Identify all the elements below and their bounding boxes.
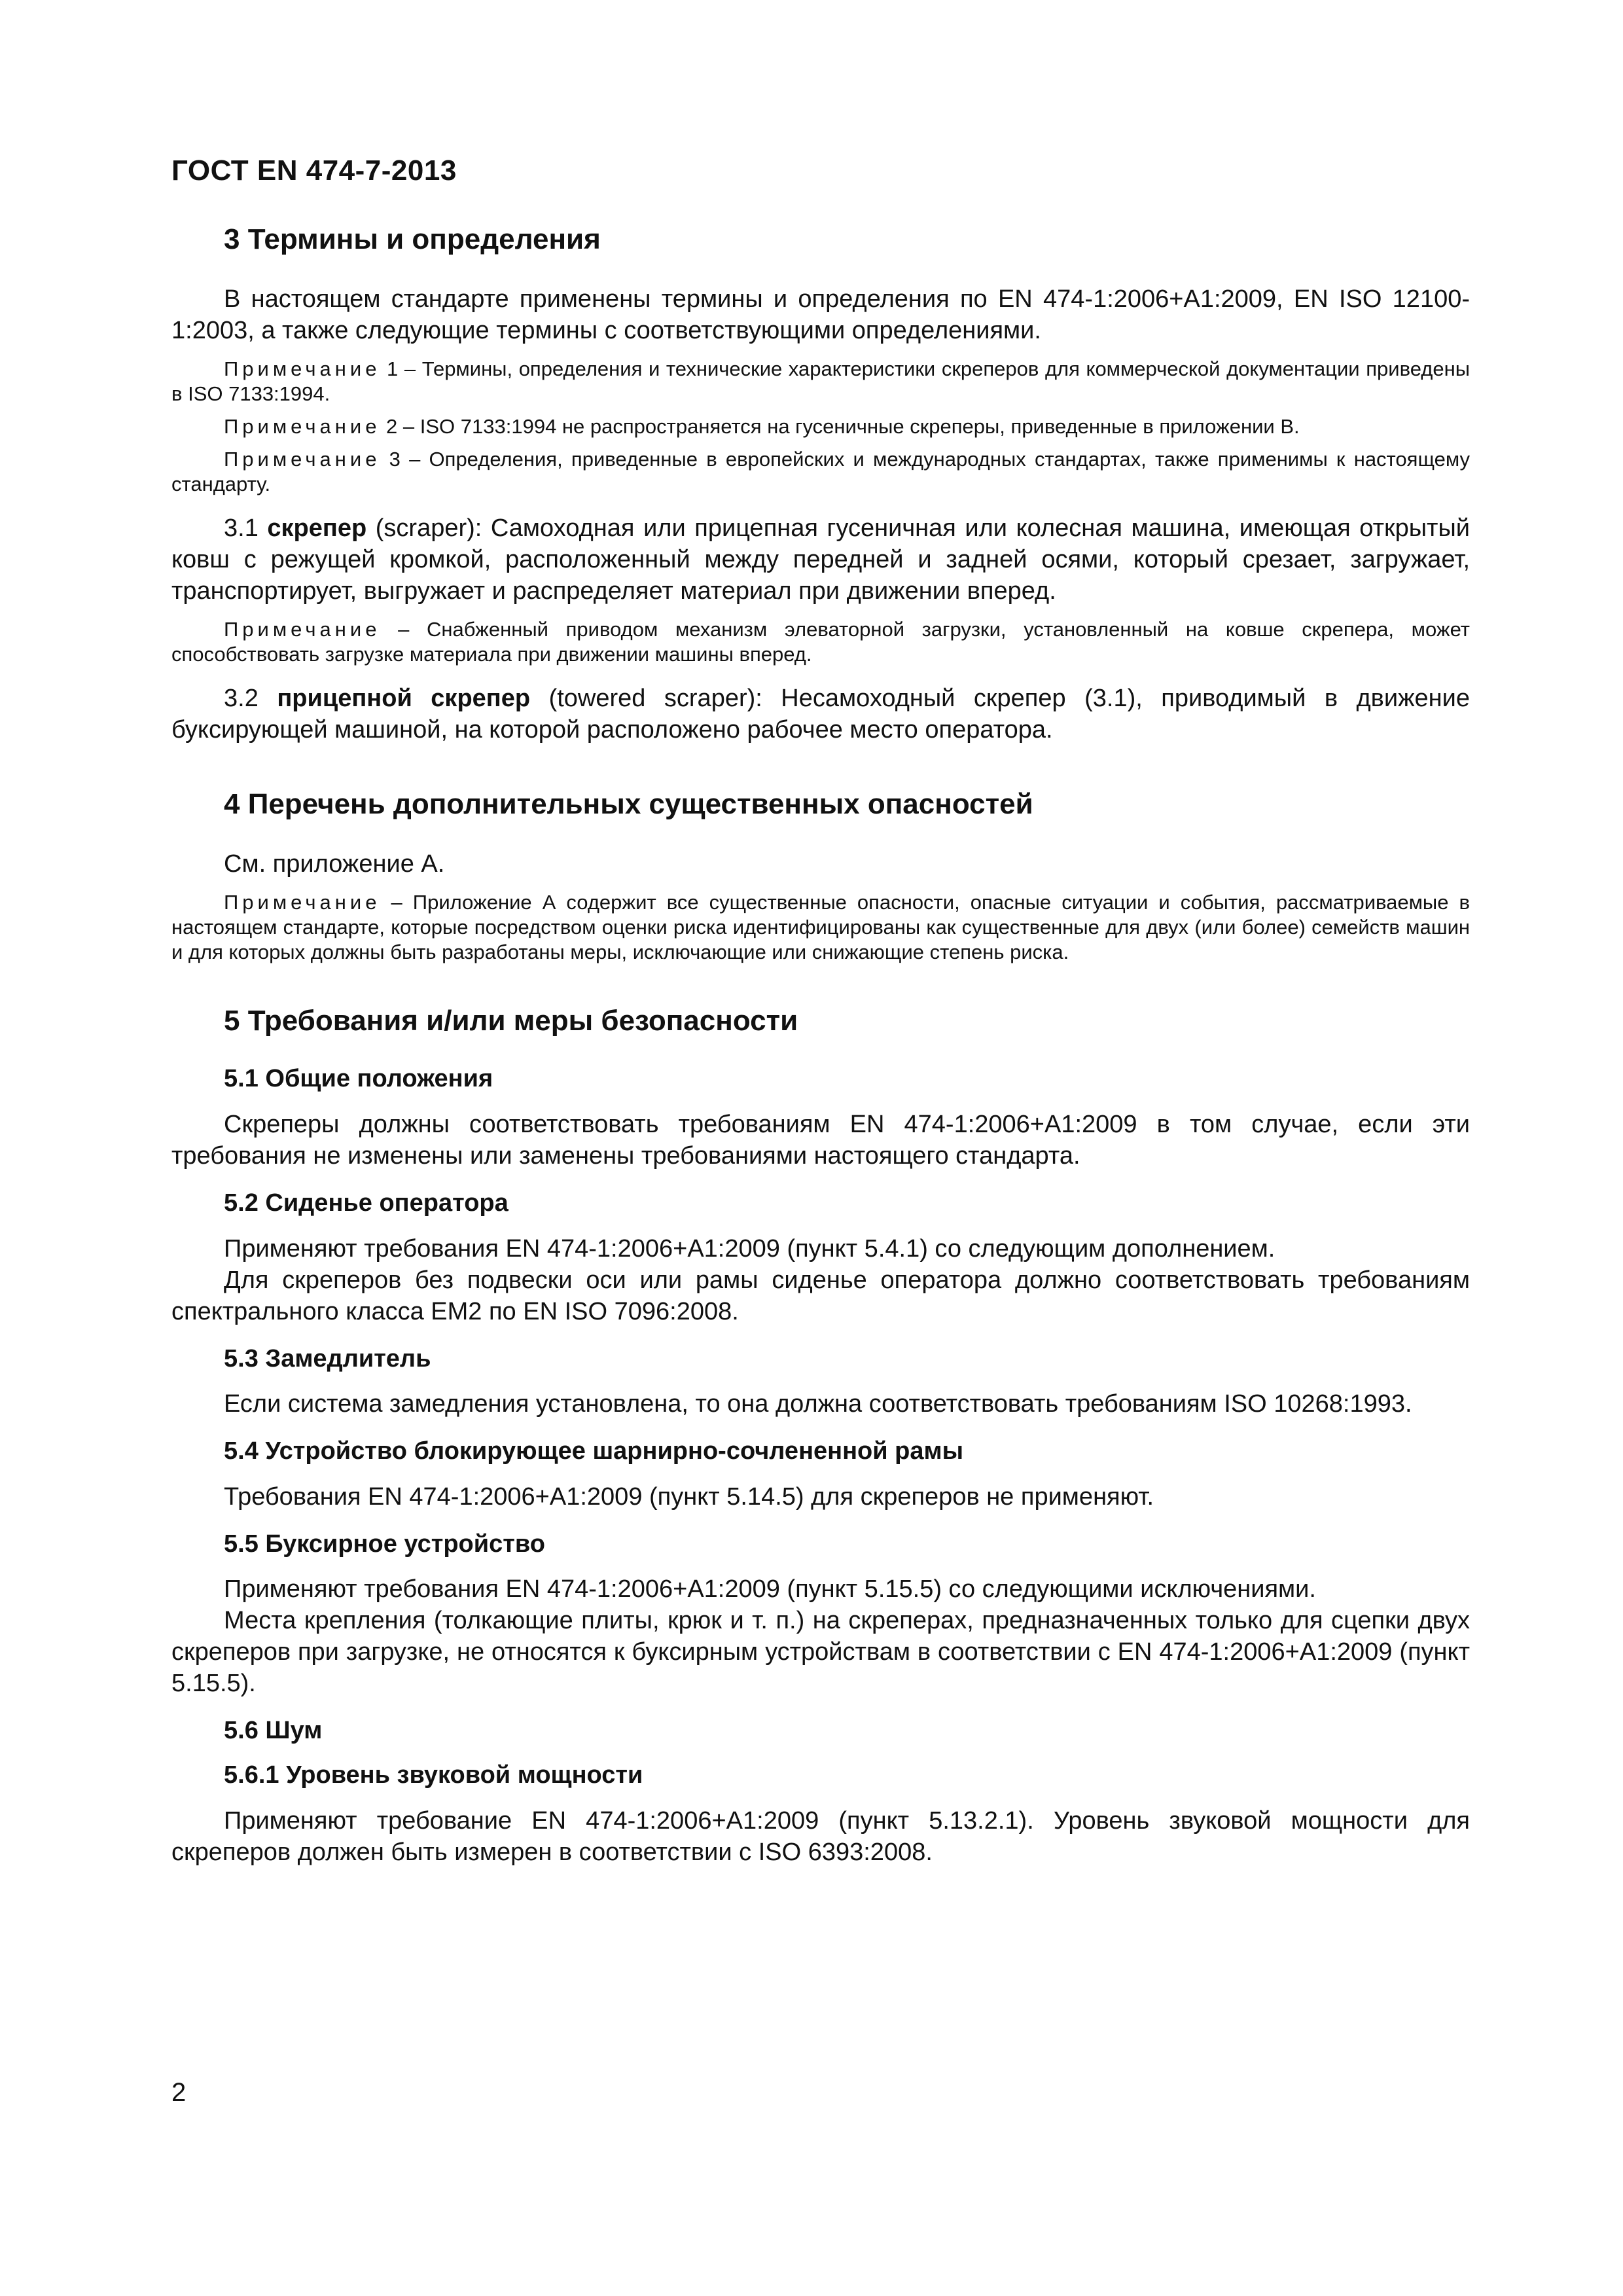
- section-5-4-text: Требования EN 474-1:2006+A1:2009 (пункт 5.14.5) для скреперов не применяют.: [224, 1482, 1154, 1511]
- term-3-1-note: [171, 617, 1470, 667]
- term-definition: (scraper): Самоходная или прицепная гусеничная или колесная машина, имеющая открытый ковш с режущей кромкой, расположенный между передней и задней осями, который срезает, загружает, транспортирует, выгружает и распределяет материал при движении вперед.: [171, 514, 1470, 605]
- note-label: Примечание: [224, 617, 381, 641]
- section-5-2-text-1: Применяют требования EN 474-1:2006+A1:2009 (пункт 5.4.1) со следующим дополнением.: [224, 1234, 1275, 1263]
- term-3-2: [171, 683, 1470, 745]
- note-label: Примечание: [224, 447, 381, 471]
- note-text: – Снабженный приводом механизм элеваторной загрузки, установленный на ковше скрепера, может способствовать загрузке материала при движении машины вперед.: [171, 617, 1470, 666]
- note-label: Примечание: [224, 414, 381, 438]
- section-3-intro: В настоящем стандарте применены термины и определения по EN 474-1:2006+A1:2009, EN ISO 12100-1:2003, а также следующие термины с соответствующими определениями.: [171, 285, 1470, 344]
- section-5-3-title: 5.3 Замедлитель: [224, 1344, 431, 1372]
- note-text: 3 – Определения, приведенные в европейских и международных стандартах, также применимы к настоящему стандарту.: [171, 447, 1470, 495]
- document-code: ГОСТ EN 474-7-2013: [171, 154, 457, 187]
- section-5-6-1-title: 5.6.1 Уровень звуковой мощности: [224, 1761, 643, 1789]
- section-5-5-text-2: Места крепления (толкающие плиты, крюк и т. п.) на скреперах, предназначенных только для сцепки двух скреперов при загрузке, не относятся к буксирным устройствам в соответствии с EN 474-1:2006+A1:2009 (пункт 5.15.5).: [171, 1607, 1470, 1698]
- note-label: Примечание: [224, 357, 381, 380]
- section-5-1-title: 5.1 Общие положения: [224, 1065, 493, 1093]
- section-5-1-text: Скреперы должны соответствовать требованиям EN 474-1:2006+A1:2009 в том случае, если эти требования не изменены или заменены требованиями настоящего стандарта.: [171, 1110, 1470, 1170]
- term-number: 3.1: [224, 514, 268, 542]
- section-4-text: См. приложение А.: [224, 850, 445, 878]
- section-5-2-title: 5.2 Сиденье оператора: [224, 1189, 508, 1217]
- note-text: – Приложение А содержит все существенные опасности, опасные ситуации и события, рассматриваемые в настоящем стандарте, которые посредством оценки риска идентифицированы как существенные для двух (или более) семейств машин и для которых должны быть разработаны меры, исключающие или снижающие степень риска.: [171, 890, 1470, 963]
- page-number: 2: [171, 2078, 187, 2107]
- term-name: скрепер: [267, 514, 367, 542]
- page-content: [171, 223, 1470, 1878]
- section-5-4-title: 5.4 Устройство блокирующее шарнирно-сочлененной рамы: [224, 1437, 964, 1465]
- section-5-6-1-text: Применяют требование EN 474-1:2006+A1:2009 (пункт 5.13.2.1). Уровень звуковой мощности для скреперов должен быть измерен в соответствии с ISO 6393:2008.: [171, 1806, 1470, 1866]
- section-4-title: 4 Перечень дополнительных существенных опасностей: [224, 787, 1033, 820]
- term-number: 3.2: [224, 684, 277, 712]
- section-3-title: 3 Термины и определения: [224, 223, 601, 255]
- section-4-note: [171, 890, 1470, 965]
- section-5-5-text-1: Применяют требования EN 474-1:2006+A1:2009 (пункт 5.15.5) со следующими исключениями.: [224, 1575, 1316, 1604]
- note-label: Примечание: [224, 890, 381, 914]
- section-5-2-text-2: Для скреперов без подвески оси или рамы сиденье оператора должно соответствовать требованиям спектрального класса EM2 по EN ISO 7096:2008.: [171, 1266, 1470, 1325]
- section-5-title: 5 Требования и/или меры безопасности: [224, 1004, 798, 1037]
- term-definition: (towered scraper): Несамоходный скрепер (3.1), приводимый в движение буксирующей машиной, на которой расположено рабочее место оператора.: [171, 684, 1470, 744]
- note-text: 2 – ISO 7133:1994 не распространяется на гусеничные скреперы, приведенные в приложении B.: [380, 414, 1300, 438]
- section-5-3-text: Если система замедления установлена, то она должна соответствовать требованиям ISO 10268:1993.: [224, 1390, 1412, 1418]
- note-text: 1 – Термины, определения и технические характеристики скреперов для коммерческой документации приведены в ISO 7133:1994.: [171, 357, 1470, 405]
- term-name: прицепной скрепер: [277, 684, 531, 712]
- note-3: [171, 447, 1470, 497]
- term-3-1: [171, 512, 1470, 607]
- note-1: [171, 357, 1470, 406]
- section-5-5-title: 5.5 Буксирное устройство: [224, 1530, 545, 1558]
- note-2: [171, 414, 1470, 439]
- section-5-6-title: 5.6 Шум: [224, 1717, 323, 1745]
